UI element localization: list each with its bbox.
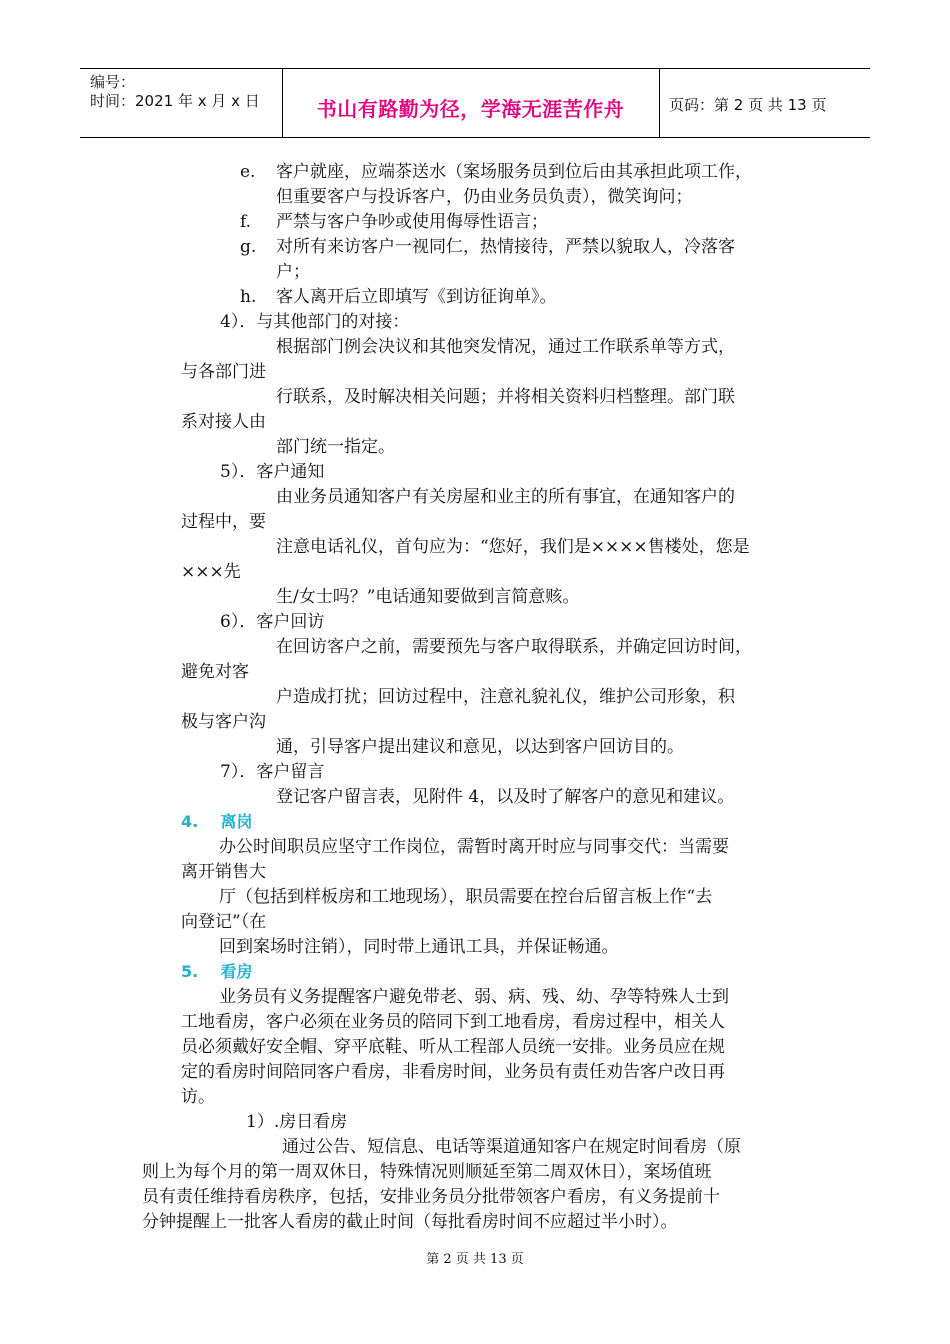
list-marker-e: e.: [240, 162, 256, 182]
text-line: 但重要客户与投诉客户，仍由业务员负责），微笑询问；: [276, 187, 693, 207]
list-marker-h: h.: [240, 287, 257, 307]
subsection-heading: 6）．客户回访: [220, 612, 325, 632]
text-line: 生/女士吗？”电话通知要做到言简意赅。: [276, 587, 580, 607]
subsection-heading: 1）.房日看房: [246, 1112, 348, 1132]
text-line: 根据部门例会决议和其他突发情况，通过工作联系单等方式，: [276, 337, 735, 357]
text-line: 客人离开后立即填写《到访征询单》。: [276, 287, 557, 307]
text-line: ×××先: [181, 562, 241, 582]
subsection-heading: 7）．客户留言: [220, 762, 325, 782]
header-motto: 书山有路勤为径，学海无涯苦作舟: [316, 97, 625, 121]
section-heading-leave-post: 4. 离岗: [181, 812, 253, 831]
text-line: 通，引导客户提出建议和意见，以达到客户回访目的。: [276, 737, 684, 757]
page-header: [80, 68, 870, 138]
text-line: 业务员有义务提醒客户避免带老、弱、病、残、幼、孕等特殊人士到: [219, 987, 729, 1007]
text-line: 则上为每个月的第一周双休日，特殊情况则顺延至第二周双休日），案场值班: [142, 1162, 712, 1182]
text-line: 访。: [181, 1087, 215, 1107]
document-date: 时间：2021 年 x 月 x 日: [90, 92, 260, 110]
text-line: 严禁与客户争吵或使用侮辱性语言；: [276, 212, 548, 232]
text-line: 行联系，及时解决相关问题；并将相关资料归档整理。部门联: [276, 387, 735, 407]
text-line: 定的看房时间陪同客户看房，非看房时间，业务员有责任劝告客户改日再: [181, 1062, 725, 1082]
text-line: 办公时间职员应坚守工作岗位，需暂时离开时应与同事交代：当需要: [219, 837, 729, 857]
text-line: 注意电话礼仪，首句应为：“您好，我们是××××售楼处，您是: [276, 537, 750, 557]
header-motto-cell: [282, 69, 660, 137]
text-line: 登记客户留言表，见附件 4，以及时了解客户的意见和建议。: [276, 787, 735, 807]
text-line: 员必须戴好安全帽、穿平底鞋、听从工程部人员统一安排。业务员应在规: [181, 1037, 725, 1057]
text-line: 向登记”（在: [181, 912, 267, 932]
text-line: 对所有来访客户一视同仁，热情接待，严禁以貌取人，冷落客: [276, 237, 735, 257]
text-line: 避免对客: [181, 662, 249, 682]
header-info-cell: [80, 69, 283, 137]
text-line: 极与客户沟: [181, 712, 266, 732]
text-line: 厅（包括到样板房和工地现场），职员需要在控台后留言板上作“去: [219, 887, 713, 907]
list-marker-f: f.: [240, 212, 252, 232]
text-line: 在回访客户之前，需要预先与客户取得联系，并确定回访时间，: [276, 637, 752, 657]
text-line: 分钟提醒上一批客人看房的截止时间（每批看房时间不应超过半小时）。: [142, 1212, 678, 1232]
subsection-heading: 5）．客户通知: [220, 462, 325, 482]
text-line: 客户就座，应端茶送水（案场服务员到位后由其承担此项工作，: [276, 162, 752, 182]
text-line: 通过公告、短信息、电话等渠道通知客户在规定时间看房（原: [282, 1137, 741, 1157]
text-line: 户；: [276, 262, 310, 282]
text-line: 部门统一指定。: [276, 437, 395, 457]
document-number-label: 编号：: [90, 73, 136, 91]
header-page-code: 页码：第 2 页 共 13 页: [669, 96, 827, 114]
section-heading-house-viewing: 5. 看房: [181, 962, 253, 981]
text-line: 离开销售大: [181, 862, 266, 882]
list-marker-g: g.: [240, 237, 257, 257]
text-line: 员有责任维持看房秩序，包括，安排业务员分批带领客户看房，有义务提前十: [142, 1187, 720, 1207]
text-line: 工地看房，客户必须在业务员的陪同下到工地看房，看房过程中，相关人: [181, 1012, 725, 1032]
text-line: 系对接人由: [181, 412, 266, 432]
page-footer: 第 2 页 共 13 页: [426, 1252, 524, 1267]
subsection-heading: 4）．与其他部门的对接：: [220, 312, 410, 332]
header-page-cell: [659, 69, 870, 137]
text-line: 回到案场时注销），同时带上通讯工具，并保证畅通。: [219, 937, 619, 957]
text-line: 与各部门进: [181, 362, 266, 382]
text-line: 由业务员通知客户有关房屋和业主的所有事宜，在通知客户的: [276, 487, 735, 507]
text-line: 户造成打扰；回访过程中，注意礼貌礼仪，维护公司形象，积: [276, 687, 735, 707]
text-line: 过程中，要: [181, 512, 266, 532]
